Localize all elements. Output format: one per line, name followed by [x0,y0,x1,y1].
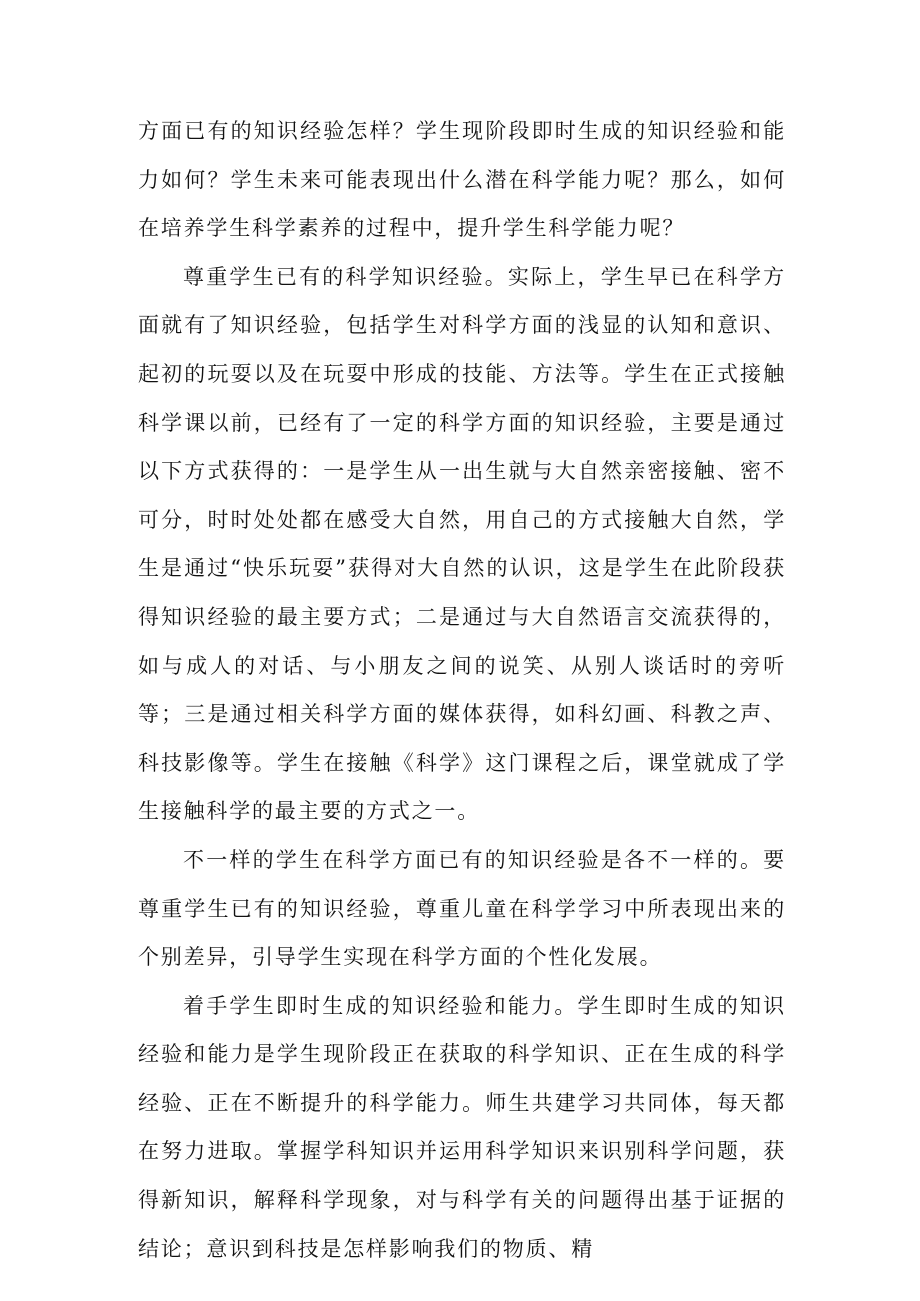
paragraph-3: 不一样的学生在科学方面已有的知识经验是各不一样的。要尊重学生已有的知识经验，尊重儿童在科学学习中所表现出来的个别差异，引导学生实现在科学方面的个性化发展。 [138,847,786,970]
body-text [138,107,786,1273]
paragraph-2: 尊重学生已有的科学知识经验。实际上，学生早已在科学方面就有了知识经验，包括学生对科学方面的浅显的认知和意识、起初的玩耍以及在玩耍中形成的技能、方法等。学生在正式接触科学课以前，已经有了一定的科学方面的知识经验，主要是通过以下方式获得的：一是学生从一出生就与大自然亲密接触、密不可分，时时处处都在感受大自然，用自己的方式接触大自然，学生是通过“快乐玩耍”获得对大自然的认识，这是学生在此阶段获得知识经验的最主要方式；二是通过与大自然语言交流获得的，如与成人的对话、与小朋友之间的说笑、从别人谈话时的旁听等；三是通过相关科学方面的媒体获得，如科幻画、科教之声、科技影像等。学生在接触《科学》这门课程之后，课堂就成了学生接触科学的最主要的方式之一。 [138,264,786,824]
paragraph-4: 着手学生即时生成的知识经验和能力。学生即时生成的知识经验和能力是学生现阶段正在获取的科学知识、正在生成的科学经验、正在不断提升的科学能力。师生共建学习共同体，每天都在努力进取。掌握学科知识并运用科学知识来识别科学问题，获得新知识，解释科学现象，对与科学有关的问题得出基于证据的结论；意识到科技是怎样影响我们的物质、精 [138,993,786,1261]
paragraph-1: 方面已有的知识经验怎样？学生现阶段即时生成的知识经验和能力如何？学生未来可能表现出什么潜在科学能力呢？那么，如何在培养学生科学素养的过程中，提升学生科学能力呢？ [138,119,786,241]
